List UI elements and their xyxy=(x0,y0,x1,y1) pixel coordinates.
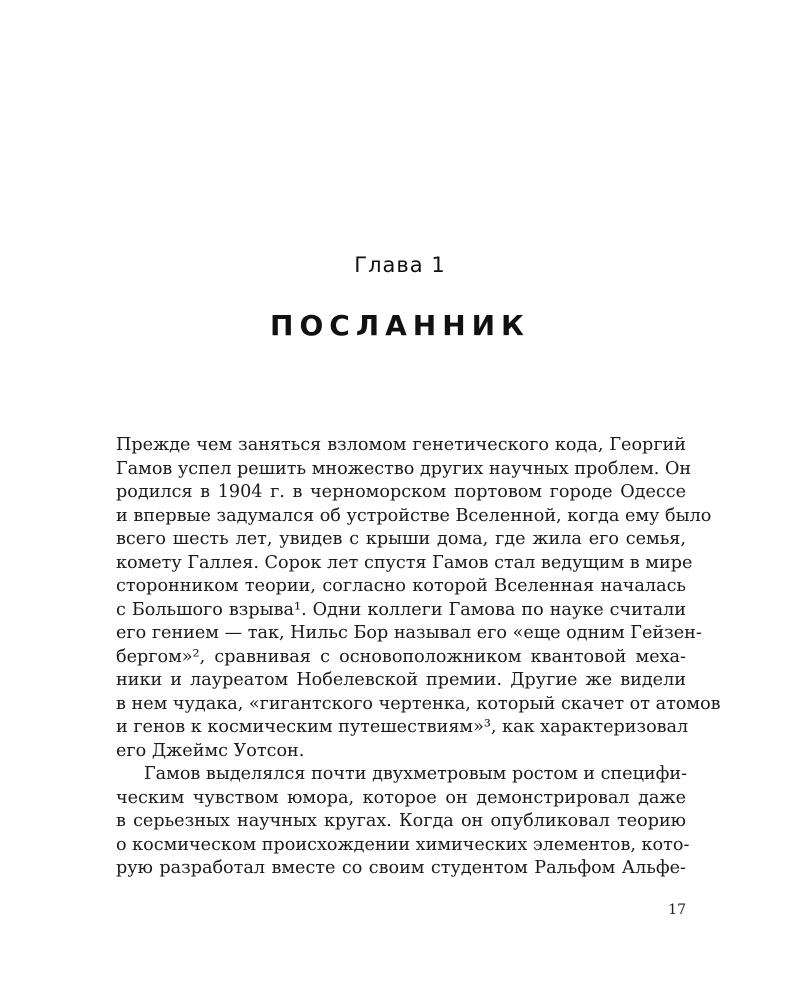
text-line: о космическом происхождении химических элементов, кото- xyxy=(116,834,690,855)
paragraph-2 xyxy=(116,763,690,881)
page-number: 17 xyxy=(668,902,686,918)
text-line: всего шесть лет, увидев с крыши дома, где жила его семья, xyxy=(116,529,686,549)
text-line: сторонником теории, согласно которой Вселенная началась xyxy=(116,576,686,596)
text-line: его гением — так, Нильс Бор называл его «еще одним Гейзен- xyxy=(116,623,702,643)
text-line: рую разработал вместе со своим студентом Ральфом Альфе- xyxy=(116,858,686,878)
text-line: ческим чувством юмора, которое он демонстрировал даже xyxy=(116,787,686,808)
body-text xyxy=(116,434,721,881)
text-line: ники и лауреатом Нобелевской премии. Другие же видели xyxy=(116,670,686,690)
text-line: родился в 1904 г. в черноморском портовом городе Одессе xyxy=(116,482,686,502)
text-line: в серьезных научных кругах. Когда он опубликовал теорию xyxy=(116,811,686,831)
text-line: и генов к космическим путешествиям»³, как характеризовал xyxy=(116,717,689,737)
text-line: его Джеймс Уотсон. xyxy=(116,740,305,761)
text-line: и впервые задумался об устройстве Вселенной, когда ему было xyxy=(116,505,712,526)
paragraph-1 xyxy=(116,434,721,763)
chapter-title: ПОСЛАННИК xyxy=(270,309,530,342)
text-line: Гамов успел решить множество других научных проблем. Он xyxy=(116,458,692,479)
text-line: бергом»², сравнивая с основоположником квантовой меха- xyxy=(116,646,686,667)
text-line: Прежде чем заняться взломом генетического кода, Георгий xyxy=(116,435,686,455)
text-line: комету Галлея. Сорок лет спустя Гамов стал ведущим в мире xyxy=(116,552,693,573)
text-line: с Большого взрыва¹. Одни коллеги Гамова по науке считали xyxy=(116,599,686,620)
text-line: в нем чудака, «гигантского чертенка, который скачет от атомов xyxy=(116,693,721,714)
chapter-label: Глава 1 xyxy=(354,253,446,277)
text-line: Гамов выделялся почти двухметровым ростом и специфи- xyxy=(144,764,688,784)
